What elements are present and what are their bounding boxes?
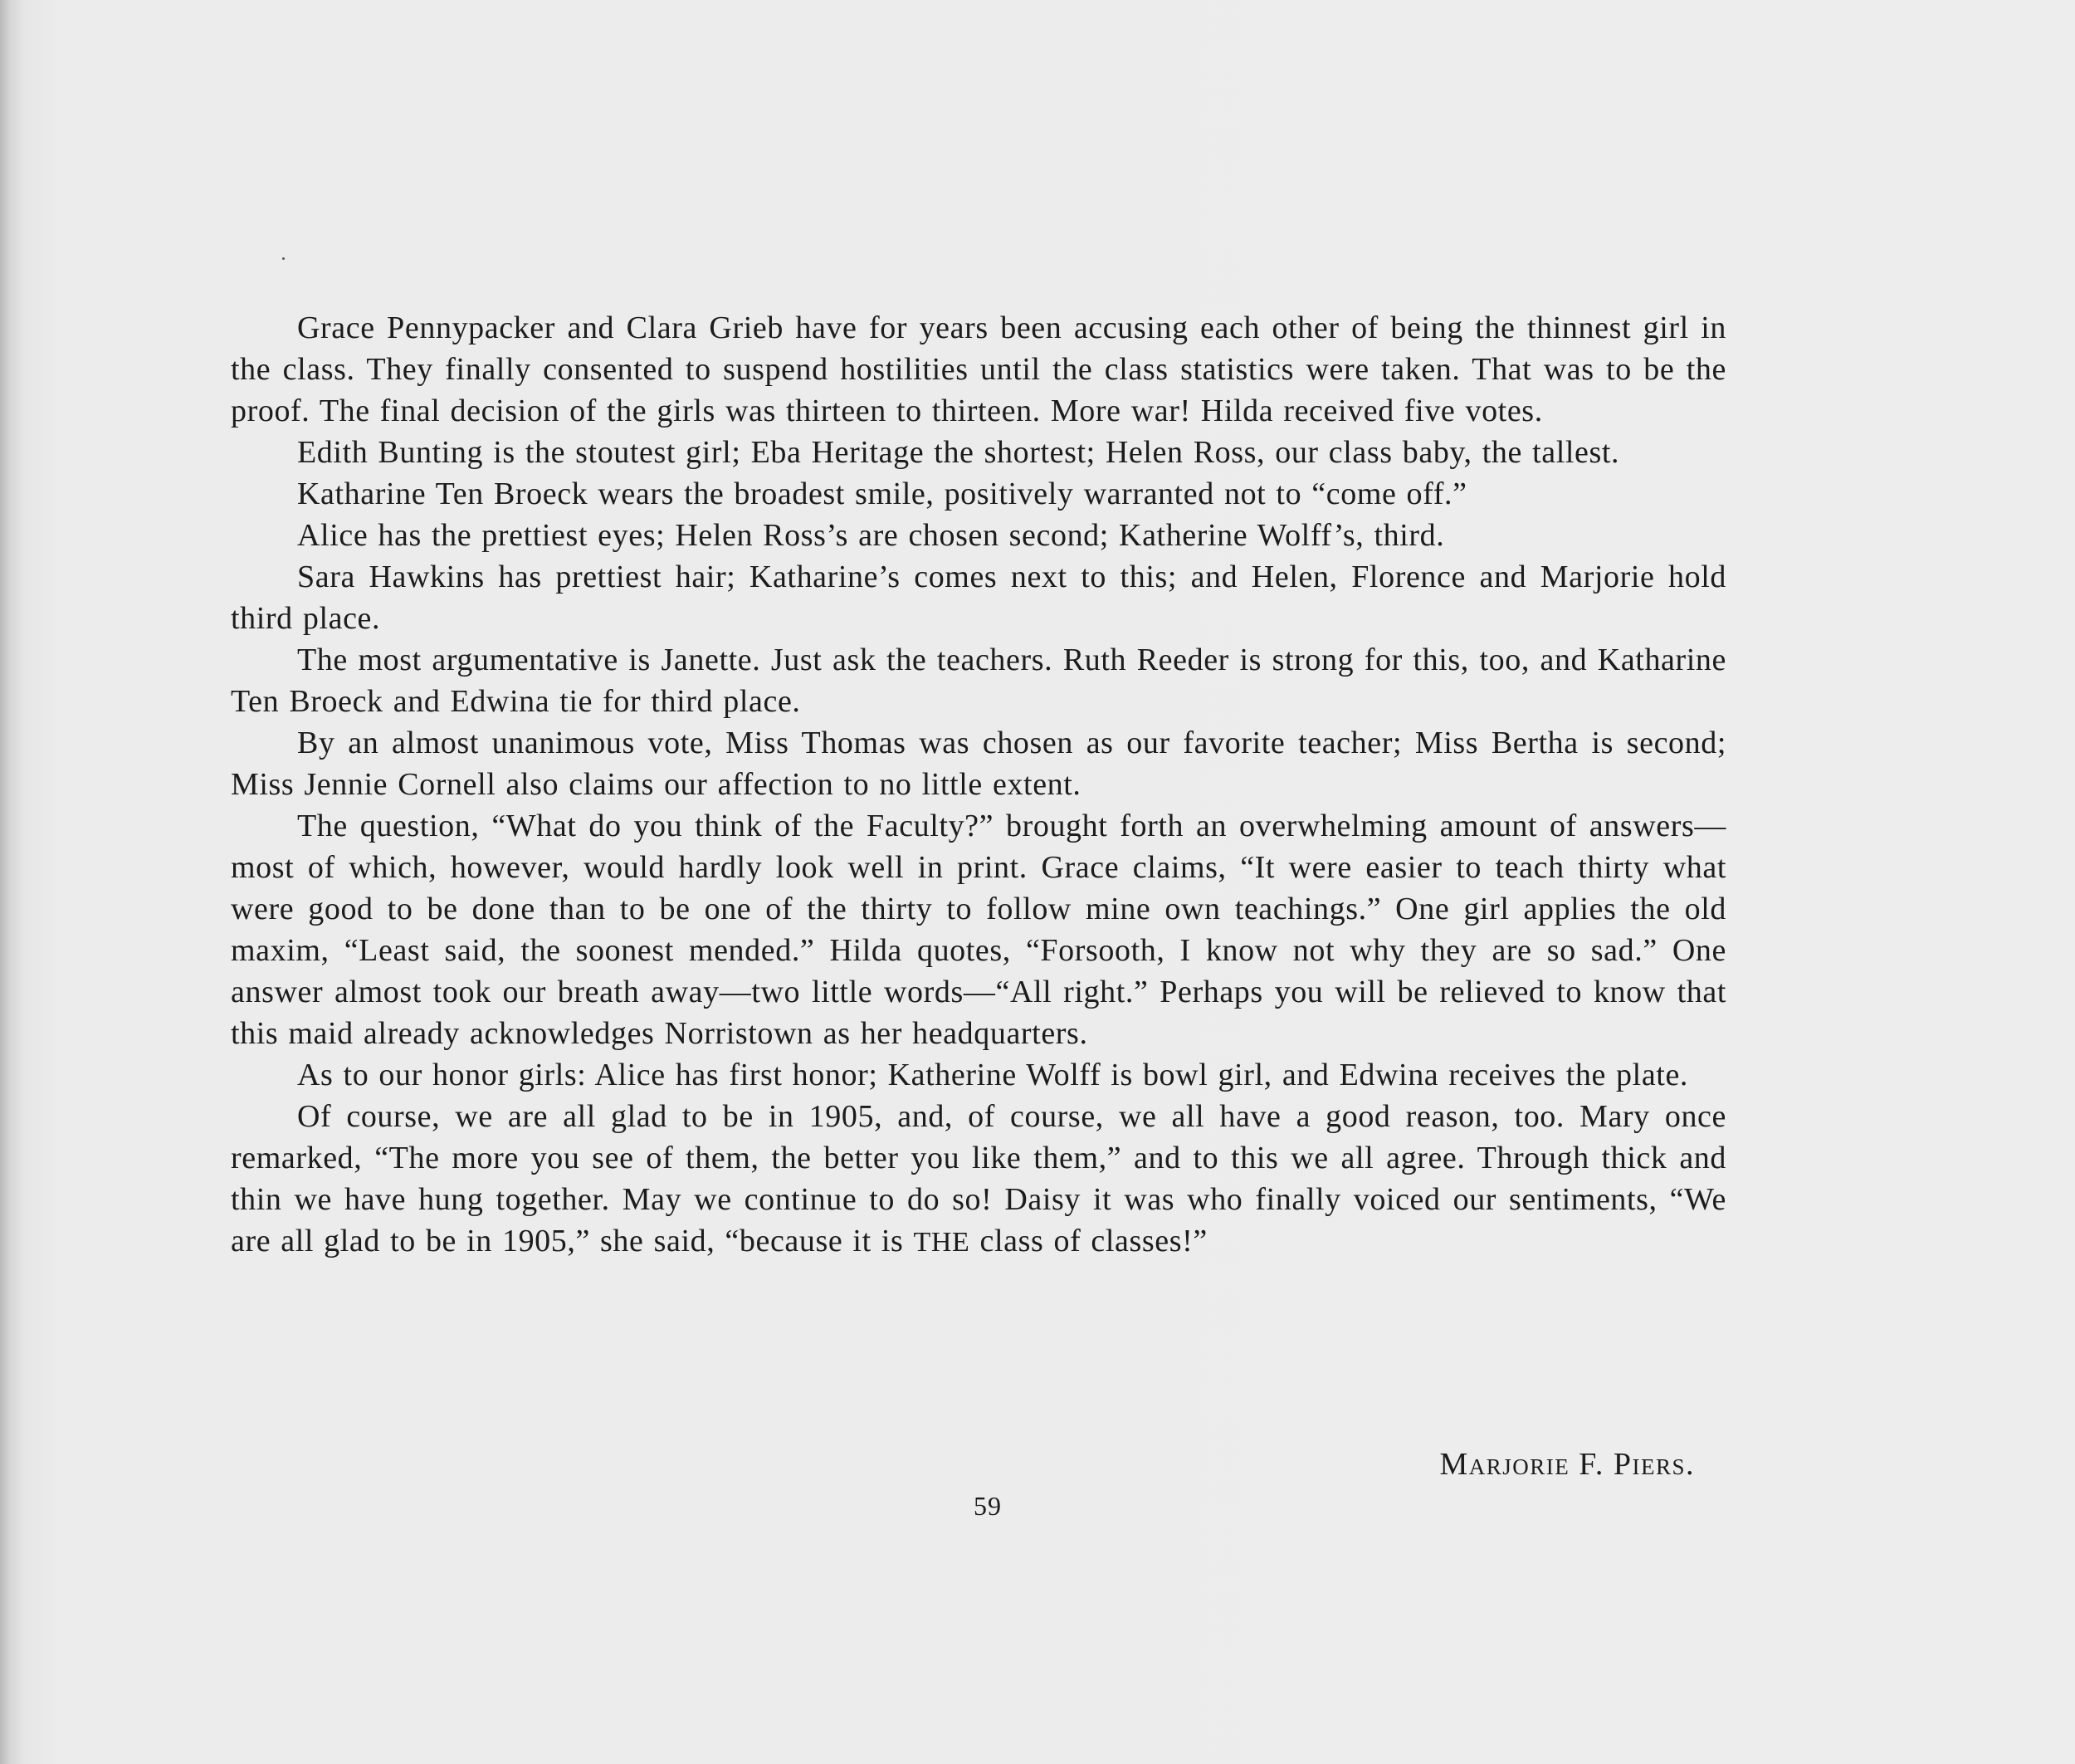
paragraph: By an almost unanimous vote, Miss Thomas was chosen as our favorite teacher; Miss Bertha is second; Miss Jennie Cornell also claims our affection to no little extent. bbox=[231, 726, 1726, 802]
paragraph: As to our honor girls: Alice has first honor; Katherine Wolff is bowl girl, and Edwina receives the plate. bbox=[297, 1058, 1689, 1092]
author-signature: Marjorie F. Piers. bbox=[1439, 1447, 1695, 1482]
paragraph: Alice has the prettiest eyes; Helen Ross’s are chosen second; Katherine Wolff’s, third. bbox=[297, 518, 1445, 553]
page-body-text bbox=[231, 307, 1726, 1263]
emphasis-the: THE bbox=[913, 1227, 970, 1258]
paragraph-final-end: class of classes!” bbox=[969, 1224, 1208, 1258]
paragraph: Sara Hawkins has prettiest hair; Katharine’s comes next to this; and Helen, Florence and Marjorie hold third place. bbox=[231, 559, 1726, 636]
ink-speck bbox=[282, 257, 285, 260]
paragraph: Edith Bunting is the stoutest girl; Eba Heritage the shortest; Helen Ross, our class baby, the tallest. bbox=[297, 435, 1620, 470]
paragraph: Grace Pennypacker and Clara Grieb have for years been accusing each other of being the thinnest girl in the class. They finally consented to suspend hostilities until the class statistics were taken. That was to be the proof. The final decision of the girls was thirteen to thirteen. More war! Hilda received five votes. bbox=[231, 310, 1726, 428]
paragraph: Katharine Ten Broeck wears the broadest smile, positively warranted not to “come off.” bbox=[297, 476, 1467, 511]
paragraph-final-text: Of course, we are all glad to be in 1905, and, of course, we all have a good reason, too. Mary once remarked, “The more you see of them, the better you like them,” and to this we all agree. Through thick and thin we have hung together. May we continue to do so! Daisy it was who finally voiced our sentiments, “We are all glad to be in 1905,” she said, “because it is bbox=[231, 1099, 1726, 1258]
paragraph-final bbox=[231, 1096, 1726, 1263]
paragraph: The question, “What do you think of the Faculty?” brought forth an overwhelming amount of answers—most of which, however, would hardly look well in print. Grace claims, “It were easier to teach thirty what were good to be done than to be one of the thirty to follow mine own teachings.” One girl applies the old maxim, “Least said, the soonest mended.” Hilda quotes, “Forsooth, I know not why they are so sad.” One answer almost took our breath away—two little words—“All right.” Perhaps you will be relieved to know that this maid already acknowledges Norristown as her headquarters. bbox=[231, 809, 1726, 1051]
paragraph: The most argumentative is Janette. Just ask the teachers. Ruth Reeder is strong for this, too, and Katharine Ten Broeck and Edwina tie for third place. bbox=[231, 643, 1726, 719]
page-number: 59 bbox=[974, 1491, 1002, 1521]
